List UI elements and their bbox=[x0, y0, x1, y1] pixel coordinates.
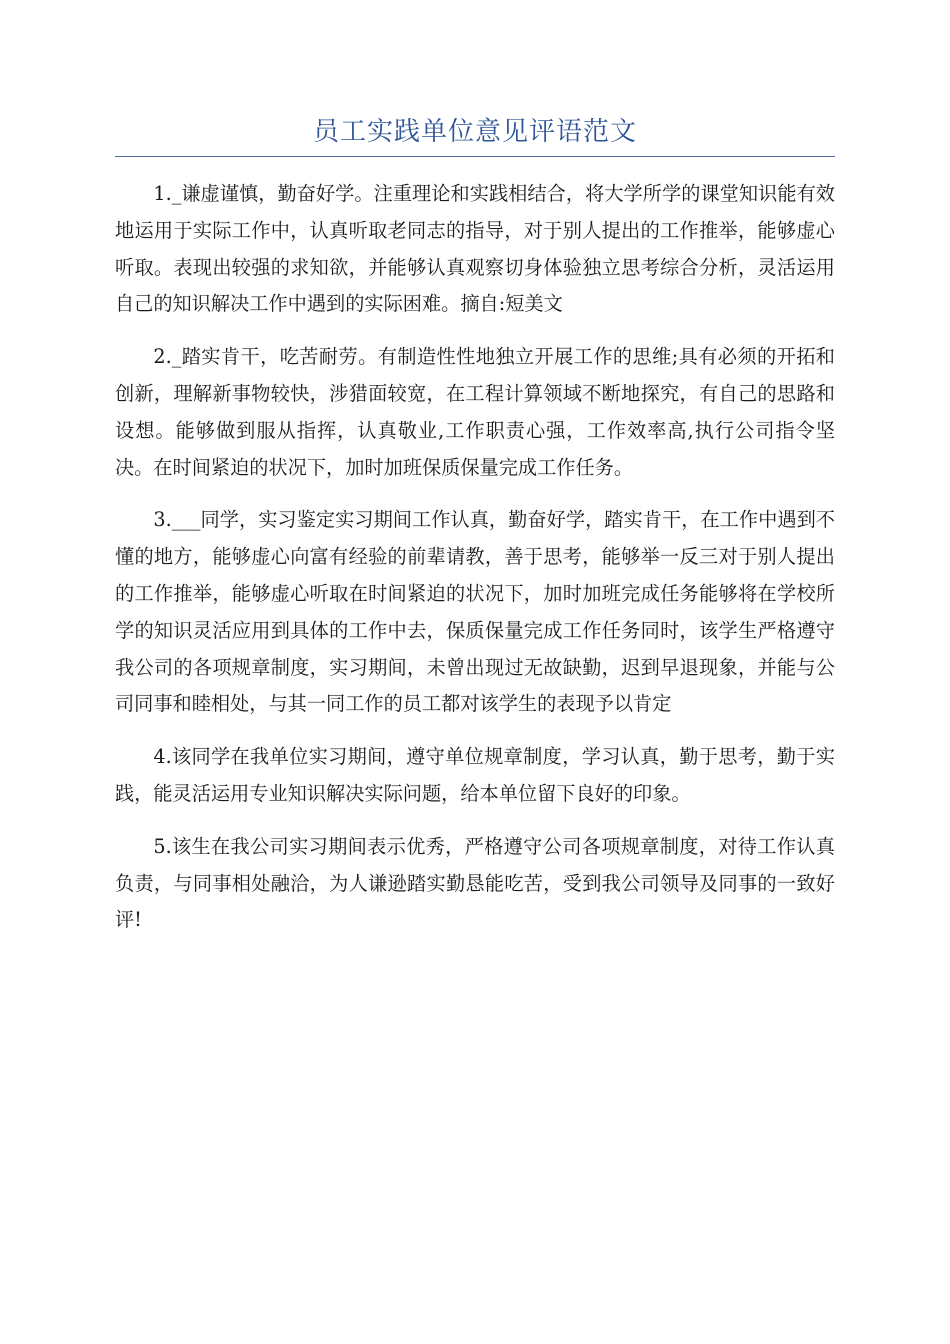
paragraph-4: 4.该同学在我单位实习期间，遵守单位规章制度，学习认真，勤于思考，勤于实践，能灵活运用专业知识解决实际问题，给本单位留下良好的印象。 bbox=[115, 745, 835, 805]
paragraph-5: 5.该生在我公司实习期间表示优秀，严格遵守公司各项规章制度，对待工作认真负责，与同事相处融洽，为人谦逊踏实勤恳能吃苦，受到我公司领导及同事的一致好评! bbox=[115, 834, 835, 932]
paragraph-3: 3.___同学，实习鉴定实习期间工作认真，勤奋好学，踏实肯干，在工作中遇到不懂的地方，能够虚心向富有经验的前辈请教，善于思考，能够举一反三对于别人提出的工作推举，能够虚心听取在时间紧迫的状况下，加时加班完成任务能够将在学校所学的知识灵活应用到具体的工作中去，保质保量完成工作任务同时，该学生严格遵守我公司的各项规章制度，实习期间，未曾出现过无故缺勤，迟到早退现象，并能与公司同事和睦相处，与其一同工作的员工都对该学生的表现予以肯定 bbox=[115, 508, 835, 716]
paragraph-2: 2._踏实肯干，吃苦耐劳。有制造性性地独立开展工作的思维;具有必须的开拓和创新，理解新事物较快，涉猎面较宽，在工程计算领域不断地探究，有自己的思路和设想。能够做到服从指挥，认真敬业,工作职责心强，工作效率高,执行公司指令坚决。在时间紧迫的状况下，加时加班保质保量完成工作任务。 bbox=[115, 345, 835, 479]
document-title: 员工实践单位意见评语范文 bbox=[312, 117, 637, 147]
document-body bbox=[115, 176, 835, 955]
title-block bbox=[115, 112, 835, 157]
paragraph-1: 1._谦虚谨慎，勤奋好学。注重理论和实践相结合，将大学所学的课堂知识能有效地运用于实际工作中，认真听取老同志的指导，对于别人提出的工作推举，能够虚心听取。表现出较强的求知欲，并能够认真观察切身体验独立思考综合分析，灵活运用自己的知识解决工作中遇到的实际困难。摘自:短美文 bbox=[115, 182, 835, 316]
